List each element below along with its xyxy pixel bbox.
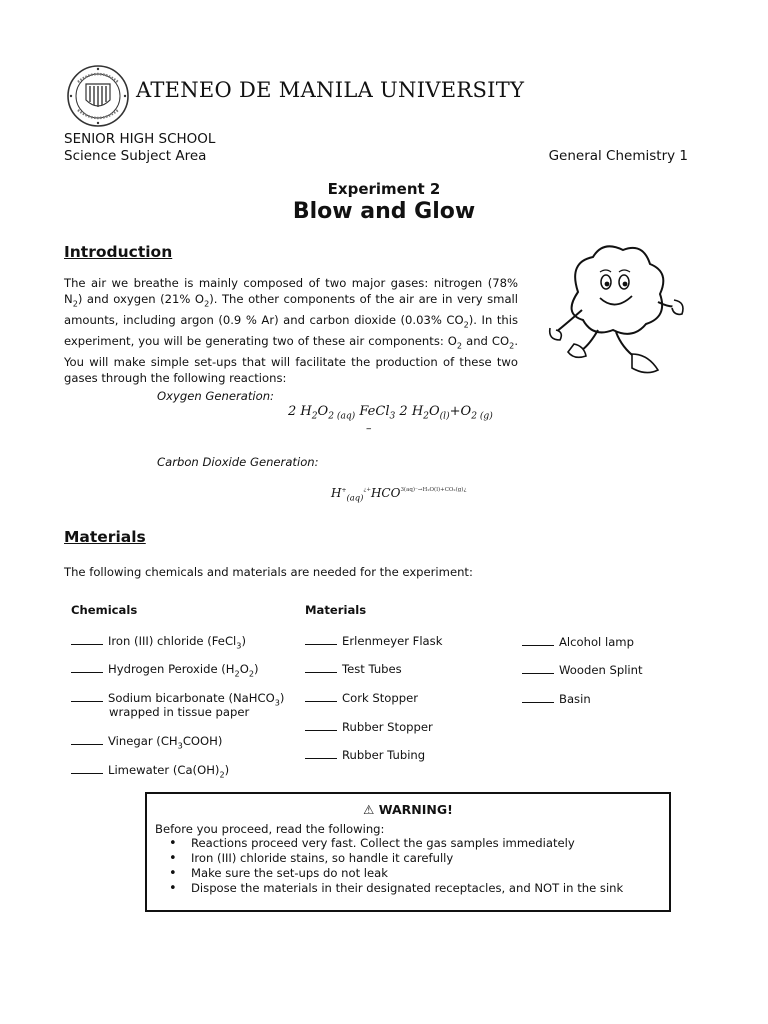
experiment-number: Experiment 2 (327, 180, 441, 198)
university-seal-logo (66, 64, 130, 128)
subject-area: Science Subject Area (64, 148, 207, 164)
chemical-item: Vinegar $(CH_3COOH)$ (71, 734, 222, 753)
oxygen-generation-label: Oxygen Generation: (157, 389, 274, 403)
material-item: Alcohol lamp (522, 635, 634, 650)
materials-heading: Materials (64, 528, 146, 546)
chemical-item: Sodium bicarbonate (NaHCO$_3$) (71, 691, 284, 710)
material-item: Erlenmeyer Flask (305, 634, 442, 649)
chemical-item: Hydrogen Peroxide $(H_2O_2)$ (71, 662, 259, 681)
list-item: • Make sure the set-ups do not leak (155, 866, 623, 881)
material-item: Wooden Splint (522, 663, 643, 678)
list-item: • Iron (III) chloride stains, so handle it carefully (155, 851, 623, 866)
warning-title: ⚠ WARNING! (363, 802, 453, 817)
warning-triangle-icon: ⚠ (363, 802, 375, 817)
cloud-mascot-illustration (538, 232, 688, 382)
course-name: General Chemistry 1 (548, 148, 688, 164)
material-item: Rubber Tubing (305, 748, 425, 763)
list-item: • Reactions proceed very fast. Collect the gas samples immediately (155, 836, 623, 851)
material-item: Test Tubes (305, 662, 402, 677)
chemicals-column-heading: Chemicals (71, 603, 138, 617)
warning-box (145, 792, 671, 912)
chemical-item-note: wrapped in tissue paper (109, 705, 250, 719)
chemical-item: Iron (III) chloride (FeCl$_3$) (71, 634, 246, 653)
material-item: Rubber Stopper (305, 720, 433, 735)
introduction-paragraph: The air we breathe is mainly composed of two major gases: nitrogen (78% $N_2$) and oxygen (21% $O_2$). The other components of the air are in very small amounts, including argon (0.9 % Ar) and carbon dioxide (0.03% $CO_2$). In this experiment, you will be generating two of these air components: $O_2$ and $CO_2$. You will make simple set-ups that will facilitate the production of these two gases through the following reactions: (64, 276, 518, 385)
materials-intro: The following chemicals and materials are needed for the experiment: (64, 565, 473, 579)
warning-list (155, 836, 623, 896)
university-name: ATENEO DE MANILA UNIVERSITY (136, 78, 525, 102)
warning-intro: Before you proceed, read the following: (155, 822, 385, 836)
oxygen-generation-equation: 2 $H_2O_{2 (aq)}$ FeCl$_3$ 2 $H_2O_{(l)}+O_{2 (g)}$ (288, 404, 493, 422)
experiment-title: Blow and Glow (292, 199, 476, 224)
material-item: Cork Stopper (305, 691, 418, 706)
carbon-dioxide-generation-label: Carbon Dioxide Generation: (157, 455, 319, 469)
equation-arrow-mark: – (366, 422, 372, 435)
material-item: Basin (522, 692, 591, 707)
school-name: SENIOR HIGH SCHOOL (64, 131, 216, 147)
carbon-dioxide-generation-equation: $H^+_{(aq)}^{¿+}HCO^{3(aq)^-\to H_2O(l)+CO_2(g)¿}$ (331, 486, 467, 503)
introduction-heading: Introduction (64, 243, 173, 261)
list-item: • Dispose the materials in their designated receptacles, and NOT in the sink (155, 881, 623, 896)
materials-column-heading: Materials (305, 603, 367, 617)
chemical-item: Limewater $(Ca(OH)_2)$ (71, 763, 229, 782)
